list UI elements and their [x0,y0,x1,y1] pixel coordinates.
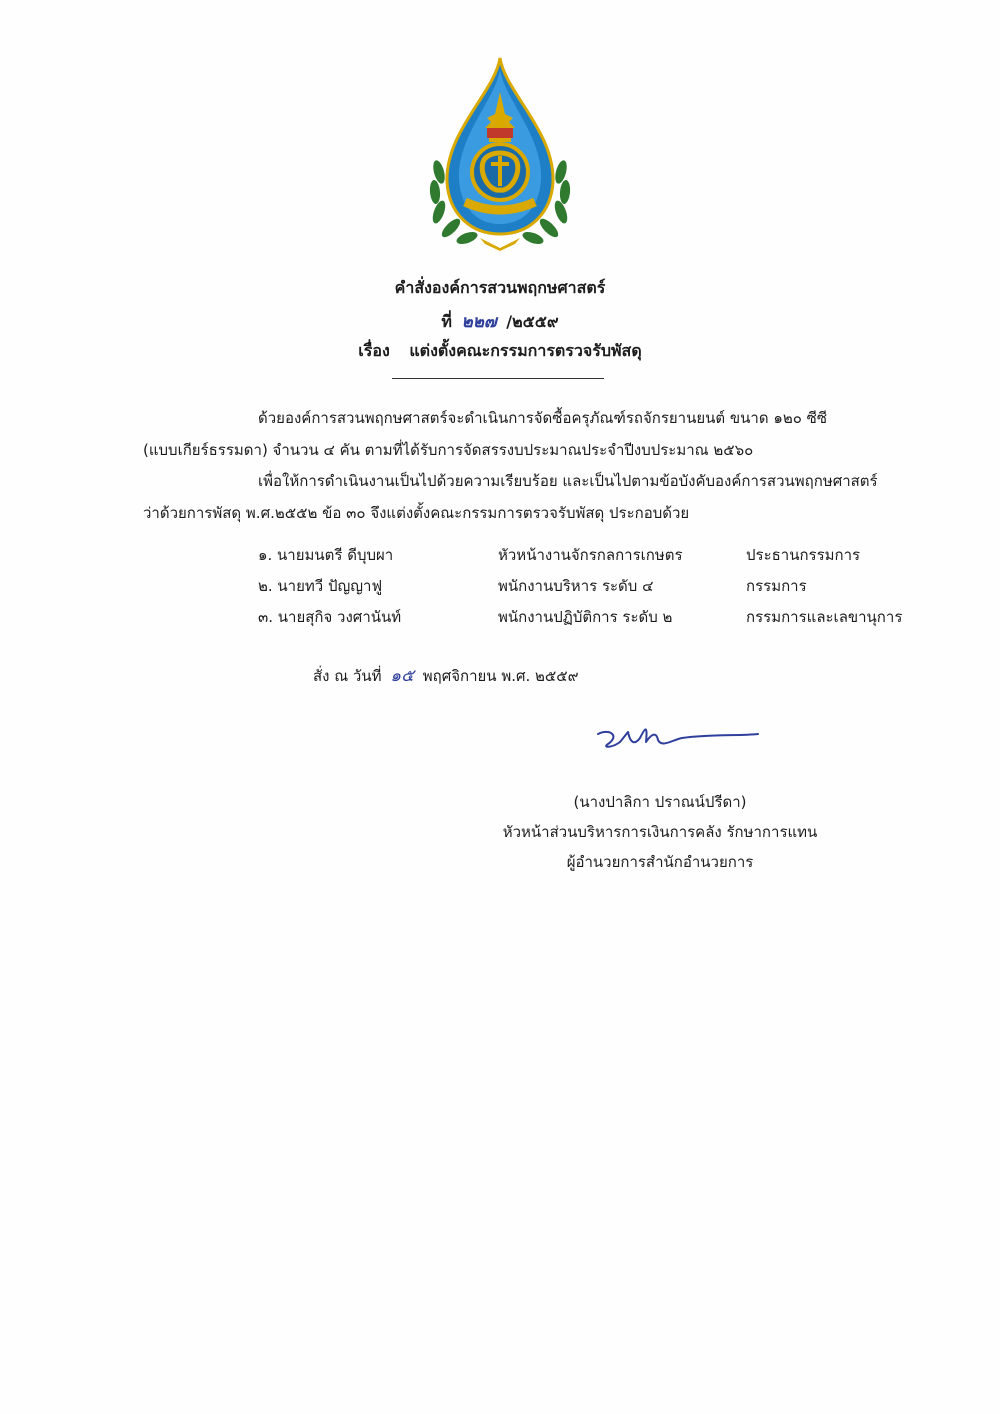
paragraph-1-line-2: (แบบเกียร์ธรรมดา) จำนวน ๔ คัน ตามที่ได้รับการจัดสรรงบประมาณประจำปีงบประมาณ ๒๕๖๐ [143,441,754,459]
order-subject [300,339,700,364]
member-name: ๓. นายสุกิจ วงศานันท์ [258,608,402,626]
signer-name: (นางปาลิกา ปราณน์ปรีดา) [573,793,747,811]
subject-text: แต่งตั้งคณะกรรมการตรวจรับพัสดุ [409,341,642,360]
signer-title-line-1: หัวหน้าส่วนบริหารการเงินการคลัง รักษาการแทน [502,823,818,841]
member-name: ๒. นายทวี ปัญญาฟู [258,577,383,595]
handwritten-signature [590,712,765,762]
member-role: ประธานกรรมการ [746,546,861,564]
order-date-day-handwritten: ๑๕ [390,666,414,686]
order-date [313,662,579,689]
paragraph-2-line-1: เพื่อให้การดำเนินงานเป็นไปด้วยความเรียบร้อย และเป็นไปตามข้อบังคับองค์การสวนพฤกษศาสตร์ [258,472,878,490]
member-role: กรรมการ [746,577,807,595]
order-number-handwritten: ๒๒๗ [461,312,497,332]
subject-label: เรื่อง [358,341,390,360]
member-position: พนักงานบริหาร ระดับ ๔ [498,577,654,595]
order-number-suffix: /๒๕๕๙ [506,312,559,331]
member-name: ๑. นายมนตรี ดีบุบผา [258,546,394,564]
committee-member-row [258,543,918,571]
page-title: คำสั่งองค์การสวนพฤกษศาสตร์ [394,278,606,297]
order-date-month-year: พฤศจิกายน พ.ศ. ๒๕๕๙ [422,667,579,685]
order-number [300,308,700,335]
member-position: หัวหน้างานจักรกลการเกษตร [498,546,683,564]
order-number-prefix: ที่ [441,312,452,331]
header-divider [392,378,604,379]
committee-member-row [258,574,918,602]
member-role: กรรมการและเลขานุการ [746,608,903,626]
member-position: พนักงานปฏิบัติการ ระดับ ๒ [498,608,673,626]
organization-logo [425,52,575,252]
order-date-prefix: สั่ง ณ วันที่ [313,667,382,685]
committee-member-row [258,605,918,633]
signer-title-line-2: ผู้อำนวยการสำนักอำนวยการ [566,853,754,871]
paragraph-2-line-2: ว่าด้วยการพัสดุ พ.ศ.๒๕๕๒ ข้อ ๓๐ จึงแต่งตั้งคณะกรรมการตรวจรับพัสดุ ประกอบด้วย [143,504,690,522]
paragraph-1-line-1: ด้วยองค์การสวนพฤกษศาสตร์จะดำเนินการจัดซื้อครุภัณฑ์รถจักรยานยนต์ ขนาด ๑๒๐ ซีซี [258,409,828,427]
